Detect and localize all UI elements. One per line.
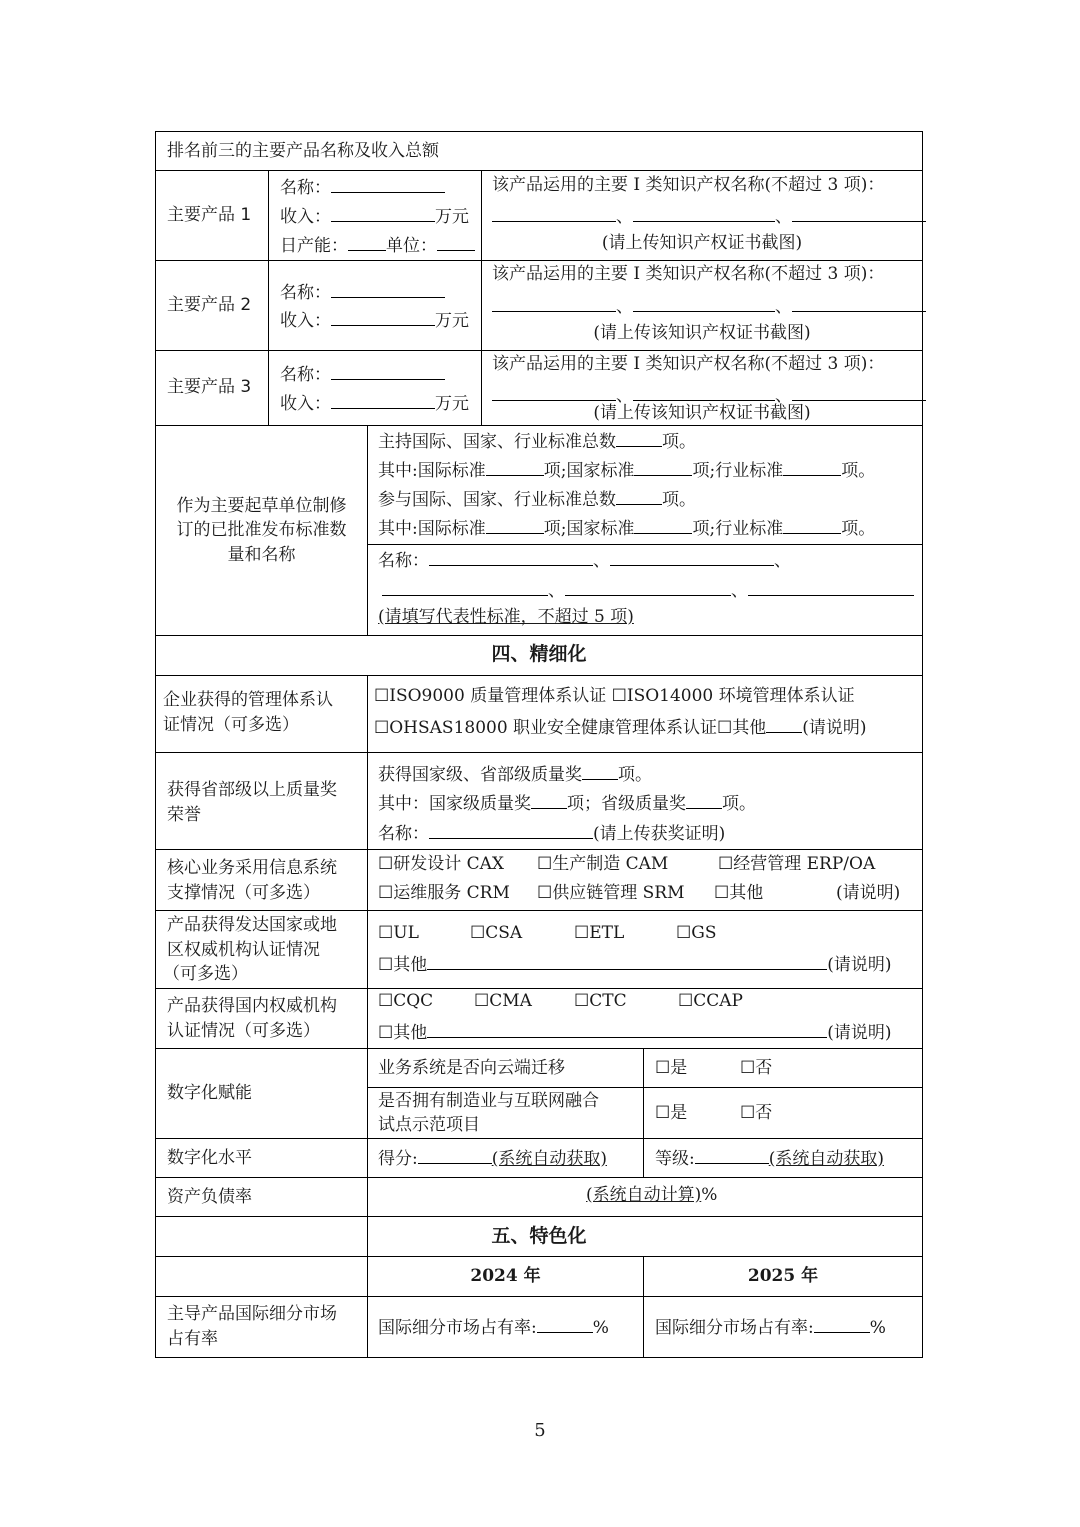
standards-name-fields-1[interactable]: 名称： 、 、	[378, 548, 791, 571]
quality-name-field[interactable]: 名称： (请上传获奖证明)	[378, 821, 725, 844]
product-2-label: 主要产品 2	[167, 295, 252, 315]
product-1-income-field[interactable]	[280, 204, 469, 227]
digital-q2-no-checkbox[interactable]: ☐否	[740, 1103, 773, 1123]
product-3-income-field[interactable]: 收入： 万元	[280, 391, 469, 414]
info-sys-cax-checkbox[interactable]: ☐研发设计 CAX	[378, 854, 505, 874]
standards-host-breakdown[interactable]: 其中:国际标准 项;国家标准 项;行业标准 项。	[378, 458, 875, 481]
standards-label-line-1: 作为主要起草单位制修	[176, 496, 347, 516]
product-3-upload-hint: (请上传该知识产权证书截图)	[593, 403, 811, 423]
product-2-income-field[interactable]: 收入： 万元	[280, 308, 469, 331]
page-number: 5	[534, 1420, 546, 1441]
year-2025-header: 2025 年	[747, 1266, 819, 1286]
digital-score-field: 得分: (系统自动获取)	[378, 1146, 607, 1169]
mgmt-label-line-2: 证情况（可多选）	[163, 715, 299, 735]
market-share-2024-field[interactable]: 国际细分市场占有率: %	[378, 1315, 609, 1338]
year-2024-header: 2024 年	[470, 1266, 541, 1286]
foreign-cert-label-line-3: （可多选）	[163, 964, 248, 984]
info-sys-label-line-2: 支撑情况（可多选）	[167, 883, 320, 903]
info-sys-label-line-1: 核心业务采用信息系统	[167, 858, 337, 878]
digital-label: 数字化赋能	[167, 1083, 252, 1103]
cert-ul-checkbox[interactable]: ☐UL	[378, 923, 419, 943]
info-sys-other-checkbox[interactable]: ☐其他	[714, 883, 764, 903]
product-3-label: 主要产品 3	[167, 377, 252, 397]
income-unit: 万元	[435, 207, 469, 227]
mgmt-options-line-2[interactable]: ☐OHSAS18000 职业安全健康管理体系认证☐其他 (请说明)	[374, 715, 867, 738]
cert-etl-checkbox[interactable]: ☐ETL	[574, 923, 625, 943]
digital-q1: 业务系统是否向云端迁移	[378, 1058, 565, 1078]
product-1-name-field[interactable]	[280, 175, 445, 198]
digital-q2-line-2: 试点示范项目	[378, 1115, 480, 1135]
info-sys-crm-checkbox[interactable]: ☐运维服务 CRM	[378, 883, 510, 903]
standards-join-total[interactable]: 参与国际、国家、行业标准总数 项。	[378, 487, 696, 510]
capacity-label: 日产能：	[280, 236, 348, 256]
standards-label-line-2: 订的已批准发布标准数	[176, 520, 347, 540]
domestic-cert-other-field[interactable]: ☐其他 (请说明)	[378, 1020, 892, 1043]
market-share-label-line-1: 主导产品国际细分市场	[167, 1304, 337, 1324]
section-4-heading: 四、精细化	[491, 643, 587, 665]
digital-q1-no-checkbox[interactable]: ☐否	[740, 1058, 773, 1078]
product-1-capacity-field[interactable]	[280, 233, 475, 256]
digital-level-label: 数字化水平	[167, 1148, 252, 1168]
standards-name-fields-2[interactable]: 、 、	[382, 578, 914, 601]
info-sys-srm-checkbox[interactable]: ☐供应链管理 SRM	[537, 883, 685, 903]
standards-join-breakdown[interactable]: 其中:国际标准 项;国家标准 项;行业标准 项。	[378, 516, 875, 539]
digital-q2-yes-checkbox[interactable]: ☐是	[655, 1103, 688, 1123]
quality-total[interactable]: 获得国家级、省部级质量奖 项。	[378, 762, 652, 785]
digital-q1-yes-checkbox[interactable]: ☐是	[655, 1058, 688, 1078]
info-sys-erp-checkbox[interactable]: ☐经营管理 ERP/OA	[718, 854, 876, 874]
standards-host-total[interactable]: 主持国际、国家、行业标准总数 项。	[378, 429, 696, 452]
cert-cma-checkbox[interactable]: ☐CMA	[474, 991, 532, 1011]
digital-q2-line-1: 是否拥有制造业与互联网融合	[378, 1091, 599, 1111]
foreign-cert-other-field[interactable]: ☐其他 (请说明)	[378, 952, 892, 975]
cert-csa-checkbox[interactable]: ☐CSA	[470, 923, 523, 943]
market-share-label-line-2: 占有率	[167, 1329, 218, 1349]
product-3-name-field[interactable]: 名称：	[280, 362, 445, 385]
product-3-ip-fields[interactable]: 、 、	[492, 383, 926, 406]
section-5-heading: 五、特色化	[491, 1225, 587, 1247]
quality-breakdown[interactable]: 其中：国家级质量奖 项；省级质量奖 项。	[378, 791, 756, 814]
product-2-ip-title: 该产品运用的主要 I 类知识产权名称(不超过 3 项)：	[492, 264, 885, 284]
foreign-cert-label-line-1: 产品获得发达国家或地	[167, 915, 337, 935]
cert-gs-checkbox[interactable]: ☐GS	[676, 923, 717, 943]
market-share-2025-field[interactable]: 国际细分市场占有率: %	[655, 1315, 886, 1338]
debt-ratio-label: 资产负债率	[167, 1187, 252, 1207]
digital-grade-field: 等级: (系统自动获取)	[655, 1146, 884, 1169]
product-3-ip-title: 该产品运用的主要 I 类知识产权名称(不超过 3 项)：	[492, 354, 885, 374]
product-1-ip-fields[interactable]: 、 、	[492, 204, 926, 227]
product-1-upload-hint: (请上传知识产权证书截图)	[601, 233, 803, 253]
income-label: 收入：	[280, 207, 331, 227]
capacity-unit-label: 单位：	[386, 236, 437, 256]
top-row-title: 排名前三的主要产品名称及收入总额	[167, 141, 439, 161]
product-1-label: 主要产品 1	[167, 205, 252, 225]
product-2-ip-fields[interactable]: 、 、	[492, 294, 926, 317]
debt-ratio-value: (系统自动计算)%	[586, 1185, 718, 1205]
domestic-cert-label-line-2: 认证情况（可多选）	[167, 1021, 320, 1041]
foreign-cert-label-line-2: 区权威机构认证情况	[167, 940, 320, 960]
info-sys-explain: (请说明)	[836, 883, 901, 903]
mgmt-label-line-1: 企业获得的管理体系认	[163, 690, 333, 710]
standards-hint: (请填写代表性标准，不超过 5 项)	[378, 607, 634, 627]
quality-label-line-2: 荣誉	[167, 805, 201, 825]
product-1-ip-title: 该产品运用的主要 I 类知识产权名称(不超过 3 项)：	[492, 175, 885, 195]
cert-ctc-checkbox[interactable]: ☐CTC	[574, 991, 627, 1011]
domestic-cert-label-line-1: 产品获得国内权威机构	[167, 996, 337, 1016]
cert-ccap-checkbox[interactable]: ☐CCAP	[678, 991, 743, 1011]
standards-label-line-3: 量和名称	[227, 545, 296, 565]
quality-label-line-1: 获得省部级以上质量奖	[167, 780, 337, 800]
info-sys-cam-checkbox[interactable]: ☐生产制造 CAM	[537, 854, 669, 874]
mgmt-options-line-1[interactable]: ☐ISO9000 质量管理体系认证 ☐ISO14000 环境管理体系认证	[374, 686, 855, 706]
cert-cqc-checkbox[interactable]: ☐CQC	[378, 991, 434, 1011]
name-label: 名称：	[280, 178, 331, 198]
product-2-name-field[interactable]: 名称：	[280, 280, 445, 303]
product-2-upload-hint: (请上传该知识产权证书截图)	[593, 323, 811, 343]
